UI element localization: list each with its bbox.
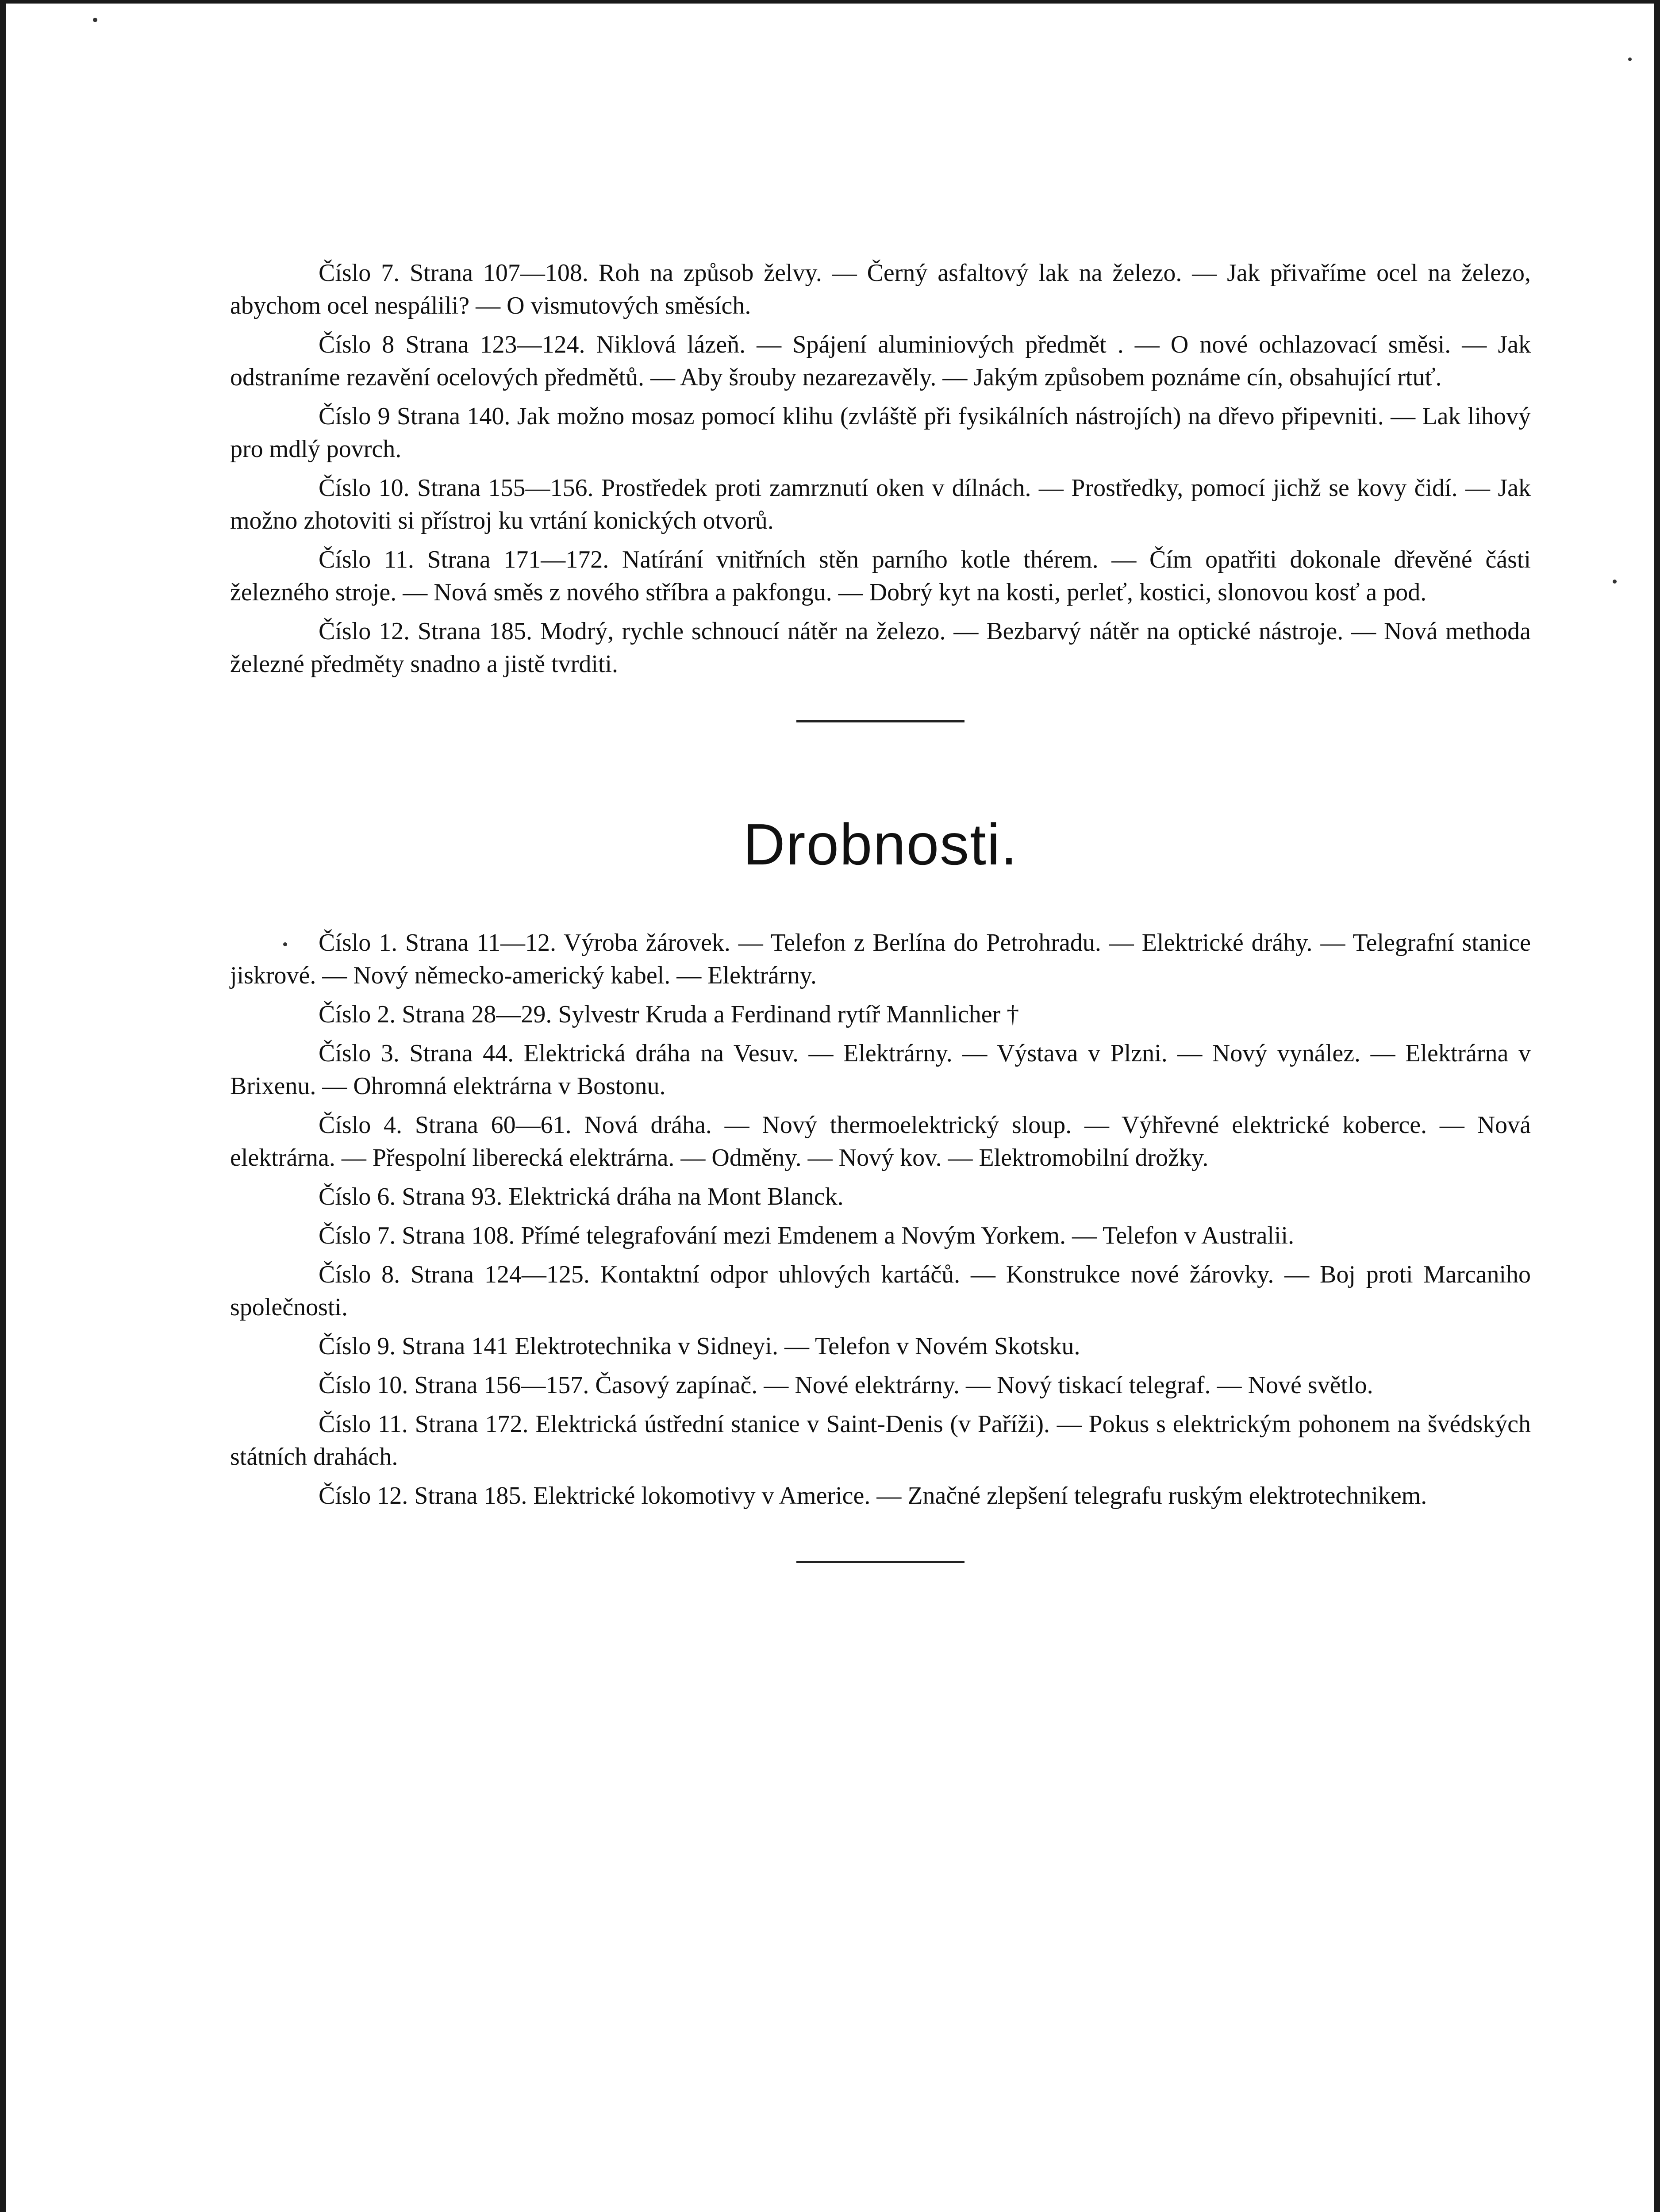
section-heading: Drobnosti. [743, 812, 1018, 877]
entry-paragraph: Číslo 12. Strana 185. Elektrické lokomotivy v Americe. — Značné zlepšení telegrafu ruským elektrotechnikem. [319, 1482, 1427, 1509]
text-column [230, 257, 1531, 1563]
section-one [230, 257, 1531, 680]
entry-paragraph: Číslo 10. Strana 156—157. Časový zapínač. — Nové elektrárny. — Nový tiskací telegraf. — Nové světlo. [319, 1371, 1373, 1399]
entry-paragraph: Číslo 3. Strana 44. Elektrická dráha na Vesuv. — Elektrárny. — Výstava v Plzni. — Nový vynález. — Elektrárna v Brixenu. — Ohromná elektrárna v Bostonu. [230, 1040, 1531, 1100]
entry-paragraph: Číslo 4. Strana 60—61. Nová dráha. — Nový thermoelektrický sloup. — Výhřevné elektrické koberce. — Nová elektrárna. — Přespolní liberecká elektrárna. — Odměny. — Nový kov. — Elektromobilní drožky. [230, 1111, 1531, 1171]
entry-paragraph: Číslo 8 Strana 123—124. Niklová lázeň. — Spájení aluminiových předmět . — O nové ochlazovací směsi. — Jak odstraníme rezavění ocelových předmětů. — Aby šrouby nezarezavěly. — Jakým způsobem poznáme cín, obsahující rtuť. [230, 331, 1531, 391]
entry-paragraph: Číslo 9 Strana 140. Jak možno mosaz pomocí klihu (zvláště při fysikálních nástrojích) na dřevo připevniti. — Lak lihový pro mdlý povrch. [230, 403, 1531, 463]
entry-paragraph: Číslo 8. Strana 124—125. Kontaktní odpor uhlových kartáčů. — Konstrukce nové žárovky. — Boj proti Marcaniho společnosti. [230, 1261, 1531, 1321]
section-divider [796, 720, 964, 722]
entry-paragraph: Číslo 7. Strana 107—108. Roh na způsob želvy. — Černý asfaltový lak na železo. — Jak přivaříme ocel na železo, abychom ocel nespálili? — O vismutových směsích. [230, 259, 1531, 319]
closing-divider [796, 1561, 964, 1563]
entry-paragraph: Číslo 10. Strana 155—156. Prostředek proti zamrznutí oken v dílnách. — Prostředky, pomocí jichž se kovy čidí. — Jak možno zhotoviti si přístroj ku vrtání konických otvorů. [230, 474, 1531, 534]
entry-paragraph: Číslo 7. Strana 108. Přímé telegrafování mezi Emdenem a Novým Yorkem. — Telefon v Australii. [319, 1222, 1295, 1249]
section-two [230, 926, 1531, 1512]
entry-paragraph: Číslo 6. Strana 93. Elektrická dráha na Mont Blanck. [319, 1183, 844, 1210]
print-speck [1613, 580, 1617, 584]
entry-paragraph: Číslo 12. Strana 185. Modrý, rychle schnoucí nátěr na železo. — Bezbarvý nátěr na optické nástroje. — Nová methoda železné předměty snadno a jistě tvrditi. [230, 618, 1531, 678]
print-speck [93, 18, 97, 22]
entry-paragraph: Číslo 1. Strana 11—12. Výroba žárovek. — Telefon z Berlína do Petrohradu. — Elektrické dráhy. — Telegrafní stanice jiskrové. — Nový německo-americký kabel. — Elektrárny. [230, 929, 1531, 989]
entry-paragraph: Číslo 9. Strana 141 Elektrotechnika v Sidneyi. — Telefon v Novém Skotsku. [319, 1333, 1080, 1360]
entry-paragraph: Číslo 11. Strana 171—172. Natírání vnitřních stěn parního kotle thérem. — Čím opatřiti dokonale dřevěné části železného stroje. — Nová směs z nového stříbra a pakfongu. — Dobrý kyt na kosti, perleť, kostici, slonovou kosť a pod. [230, 546, 1531, 606]
entry-paragraph: Číslo 11. Strana 172. Elektrická ústřední stanice v Saint-Denis (v Paříži). — Pokus s elektrickým pohonem na švédských státních drahách. [230, 1410, 1531, 1471]
entry-paragraph: Číslo 2. Strana 28—29. Sylvestr Kruda a Ferdinand rytíř Mannlicher † [319, 1001, 1019, 1028]
print-speck [1628, 58, 1632, 61]
